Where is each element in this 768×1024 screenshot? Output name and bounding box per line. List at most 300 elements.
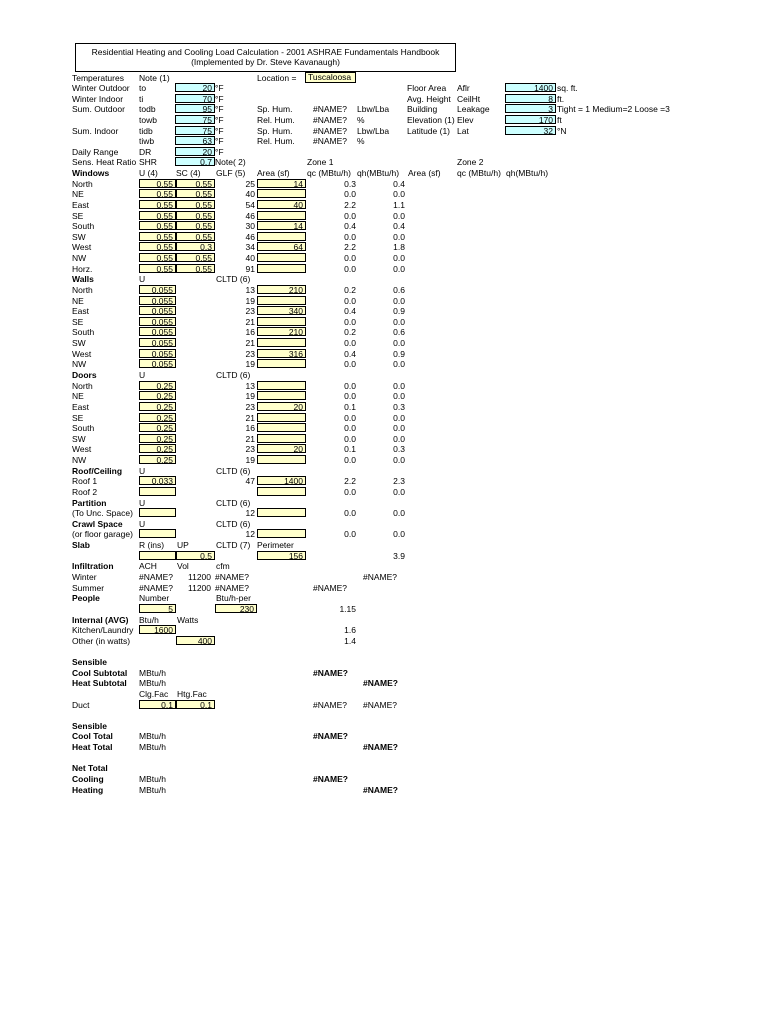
- qh-value: 0.0: [393, 211, 405, 221]
- humidity-value: #NAME?: [313, 115, 348, 125]
- u-input[interactable]: 0.055: [139, 306, 176, 315]
- u-input[interactable]: 0.25: [139, 444, 176, 453]
- cfm-value: #NAME?: [215, 572, 250, 582]
- sc-input[interactable]: 0.55: [176, 211, 215, 220]
- area-input[interactable]: [257, 487, 306, 496]
- row-label: SE: [72, 317, 84, 327]
- qc-value: 0.4: [344, 349, 356, 359]
- qc-value: 0.0: [344, 317, 356, 327]
- qh-value: 0.0: [393, 529, 405, 539]
- up-input[interactable]: 0.5: [176, 551, 215, 560]
- cltd-value: 23: [245, 349, 255, 359]
- qc-value: 0.4: [344, 306, 356, 316]
- building-label: Building: [407, 104, 438, 114]
- u-input[interactable]: 0.25: [139, 413, 176, 422]
- qh-value: 0.6: [393, 285, 405, 295]
- area-input[interactable]: [257, 455, 306, 464]
- qc-value: 0.3: [344, 179, 356, 189]
- walls-title: Walls: [72, 274, 94, 284]
- u-input[interactable]: 0.055: [139, 296, 176, 305]
- temp-input[interactable]: 20: [175, 83, 215, 92]
- qh-value: 0.6: [393, 327, 405, 337]
- zone2-label: Zone 2: [457, 157, 484, 167]
- slab-title: Slab: [72, 540, 90, 550]
- u-input[interactable]: 0.55: [139, 179, 176, 188]
- qc-value: 0.0: [344, 264, 356, 274]
- cltd-value: 16: [245, 423, 255, 433]
- qc-value: #NAME?: [313, 583, 348, 593]
- col-header: R (ins): [139, 540, 165, 550]
- qh-value: #NAME?: [363, 572, 398, 582]
- cltd-value: 21: [245, 413, 255, 423]
- note1-label: Note (1): [139, 73, 170, 83]
- zone1-label: Zone 1: [307, 157, 334, 167]
- u-input[interactable]: 0.25: [139, 455, 176, 464]
- row-label: NE: [72, 391, 84, 401]
- row-label: South: [72, 327, 95, 337]
- row-label: Kitchen/Laundry: [72, 625, 134, 635]
- qc-value: 0.2: [344, 327, 356, 337]
- col-header: CLTD (7): [216, 540, 251, 550]
- temp-unit: °F: [215, 104, 224, 114]
- qc-value: 0.4: [344, 221, 356, 231]
- qc-value: #NAME?: [313, 731, 348, 741]
- qc-value: 0.0: [344, 487, 356, 497]
- temp-input[interactable]: 75: [175, 126, 215, 135]
- qc-value: 0.0: [344, 529, 356, 539]
- row-label: Heat Subtotal: [72, 678, 127, 688]
- u-input[interactable]: 0.25: [139, 423, 176, 432]
- temp-symbol: DR: [139, 147, 152, 157]
- kitchen-input[interactable]: 1600: [139, 625, 176, 634]
- building-input[interactable]: 1400: [505, 83, 556, 92]
- col-header: Htg.Fac: [177, 689, 207, 699]
- qc-value: 1.15: [339, 604, 356, 614]
- roof-title: Roof/Ceiling: [72, 466, 123, 476]
- area-input[interactable]: [257, 381, 306, 390]
- u-input[interactable]: 0.55: [139, 242, 176, 251]
- row-label: Duct: [72, 700, 90, 710]
- temperatures-label: Temperatures: [72, 73, 124, 83]
- cltd-value: 19: [245, 296, 255, 306]
- area-input[interactable]: [257, 423, 306, 432]
- temp-input[interactable]: 63: [175, 136, 215, 145]
- sc-input[interactable]: 0.55: [176, 264, 215, 273]
- u-input[interactable]: 0.55: [139, 200, 176, 209]
- qc-value: 0.1: [344, 402, 356, 412]
- building-symbol: Elev: [457, 115, 474, 125]
- building-unit: ft.: [557, 94, 565, 104]
- u-input[interactable]: 0.25: [139, 381, 176, 390]
- title-box: [75, 43, 456, 72]
- u-input[interactable]: 0.55: [139, 264, 176, 273]
- qh-value: 1.1: [393, 200, 405, 210]
- cltd-value: 21: [245, 434, 255, 444]
- area-input[interactable]: [257, 338, 306, 347]
- humidity-unit: Lbw/Lba: [357, 104, 390, 114]
- temp-unit: °F: [215, 126, 224, 136]
- cltd-value: 21: [245, 317, 255, 327]
- area-input[interactable]: 210: [257, 285, 306, 294]
- row-label: East: [72, 402, 90, 412]
- col-header: CLTD (6): [216, 466, 251, 476]
- qc-value: #NAME?: [313, 774, 348, 784]
- cltd-value: 21: [245, 338, 255, 348]
- humidity-label: Rel. Hum.: [257, 136, 295, 146]
- row-label: NE: [72, 296, 84, 306]
- col-header: Perimeter: [257, 540, 294, 550]
- cltd-value: 13: [245, 285, 255, 295]
- unit-label: MBtu/h: [139, 678, 166, 688]
- title-line-2: (Implemented by Dr. Steve Kavanaugh): [191, 57, 340, 67]
- u-input[interactable]: 0.055: [139, 359, 176, 368]
- area-input[interactable]: 64: [257, 242, 306, 251]
- qc-value: 2.2: [344, 476, 356, 486]
- cltd-value: 13: [245, 381, 255, 391]
- building-input[interactable]: 170: [505, 115, 556, 124]
- qh-value: #NAME?: [363, 785, 398, 795]
- row-label: West: [72, 444, 92, 454]
- sc-input[interactable]: 0.55: [176, 179, 215, 188]
- qh-value: 0.0: [393, 413, 405, 423]
- temp-label: Sens. Heat Ratio: [72, 157, 137, 167]
- qc-value: #NAME?: [313, 668, 348, 678]
- u-input[interactable]: 0.55: [139, 253, 176, 262]
- building-symbol: Lat: [457, 126, 469, 136]
- cltd-value: 23: [245, 402, 255, 412]
- qc-value: 0.1: [344, 444, 356, 454]
- area-input[interactable]: [257, 434, 306, 443]
- area-input[interactable]: 210: [257, 327, 306, 336]
- cfm-value: #NAME?: [215, 583, 250, 593]
- area-input[interactable]: [257, 189, 306, 198]
- col-header: UP: [177, 540, 189, 550]
- area-input[interactable]: 14: [257, 179, 306, 188]
- temp-unit: °F: [215, 83, 224, 93]
- row-label: SW: [72, 232, 86, 242]
- row-label: West: [72, 242, 92, 252]
- qh-value: 0.9: [393, 306, 405, 316]
- temp-label: Winter Outdoor: [72, 83, 130, 93]
- qh-value: 0.0: [393, 189, 405, 199]
- row-label: South: [72, 221, 95, 231]
- r-input[interactable]: [139, 551, 176, 560]
- qh-value: 0.0: [393, 455, 405, 465]
- row-label: NW: [72, 455, 87, 465]
- col-header: Btu/h-per: [216, 593, 251, 603]
- sc-input[interactable]: 0.55: [176, 221, 215, 230]
- col-header: Area (sf): [257, 168, 290, 178]
- qh-value: 2.3: [393, 476, 405, 486]
- area-input[interactable]: [257, 391, 306, 400]
- area-input[interactable]: [257, 413, 306, 422]
- sc-input[interactable]: 0.3: [176, 242, 215, 251]
- area-input[interactable]: 20: [257, 402, 306, 411]
- title-line-1: Residential Heating and Cooling Load Calculation - 2001 ASHRAE Fundamentals Handbook: [91, 47, 440, 57]
- row-label: Winter: [72, 572, 97, 582]
- col-header: U: [139, 466, 146, 476]
- col-header: U: [139, 498, 146, 508]
- glf-value: 25: [245, 179, 255, 189]
- cltd-value: [215, 487, 255, 497]
- area-input[interactable]: 316: [257, 349, 306, 358]
- windows-title: Windows: [72, 168, 110, 178]
- row-label: (To Unc. Space): [72, 508, 133, 518]
- cltd-value: 12: [245, 508, 255, 518]
- qc-value: 0.0: [344, 211, 356, 221]
- temp-input[interactable]: 0.7: [175, 157, 215, 166]
- location-input[interactable]: Tuscaloosa: [305, 72, 356, 83]
- unit-label: MBtu/h: [139, 774, 166, 784]
- duct-clg-input[interactable]: 0.1: [139, 700, 176, 709]
- people-count-input[interactable]: 5: [139, 604, 176, 613]
- temp-label: Daily Range: [72, 147, 119, 157]
- qh-value: 0.0: [393, 381, 405, 391]
- qh-value: 0.4: [393, 179, 405, 189]
- area-input[interactable]: [257, 296, 306, 305]
- row-label: Heat Total: [72, 742, 113, 752]
- qc-value: 2.2: [344, 200, 356, 210]
- qc-value: 0.0: [344, 338, 356, 348]
- qc-value: 0.2: [344, 285, 356, 295]
- temp-input[interactable]: 95: [175, 104, 215, 113]
- duct-htg-input[interactable]: 0.1: [176, 700, 215, 709]
- internal-title: Internal (AVG): [72, 615, 129, 625]
- ach-value: #NAME?: [139, 583, 174, 593]
- qc-value: 0.0: [344, 296, 356, 306]
- u-input[interactable]: 0.55: [139, 189, 176, 198]
- u-input[interactable]: 0.55: [139, 221, 176, 230]
- vol-value: 11200: [188, 583, 212, 593]
- building-input[interactable]: 3: [505, 104, 556, 113]
- glf-value: 30: [245, 221, 255, 231]
- qh-value: 0.0: [393, 391, 405, 401]
- humidity-label: Sp. Hum.: [257, 104, 293, 114]
- qh-value: 0.0: [393, 508, 405, 518]
- row-label: Roof 2: [72, 487, 98, 497]
- row-label: Other (in watts): [72, 636, 131, 646]
- area-input[interactable]: [257, 253, 306, 262]
- area-input[interactable]: [257, 211, 306, 220]
- row-label: South: [72, 423, 95, 433]
- glf-value: 40: [245, 253, 255, 263]
- u-input[interactable]: 0.25: [139, 434, 176, 443]
- u-input[interactable]: 0.055: [139, 327, 176, 336]
- location-label: Location =: [257, 73, 297, 83]
- u-input[interactable]: [139, 508, 176, 517]
- sc-input[interactable]: 0.55: [176, 232, 215, 241]
- area-input[interactable]: [257, 317, 306, 326]
- col-header: U: [139, 370, 146, 380]
- qh-value: 3.9: [393, 551, 405, 561]
- qc-value: 0.0: [344, 381, 356, 391]
- temp-unit: °F: [215, 115, 224, 125]
- glf-value: 54: [245, 200, 255, 210]
- temp-symbol: to: [139, 83, 147, 93]
- qh-value: 0.0: [393, 264, 405, 274]
- building-symbol: CeilHt: [457, 94, 481, 104]
- perimeter-input[interactable]: 156: [257, 551, 306, 560]
- cltd-value: 19: [245, 359, 255, 369]
- u-input[interactable]: [139, 487, 176, 496]
- vol-value: 11200: [188, 572, 212, 582]
- area-input[interactable]: 40: [257, 200, 306, 209]
- temp-input[interactable]: 75: [175, 115, 215, 124]
- glf-value: 34: [245, 242, 255, 252]
- cltd-value: 19: [245, 455, 255, 465]
- qh-value: #NAME?: [363, 742, 398, 752]
- building-symbol: Leakage: [457, 104, 490, 114]
- temp-input[interactable]: 20: [175, 147, 215, 156]
- qc-value: 0.0: [344, 359, 356, 369]
- qc-value: 0.0: [344, 413, 356, 423]
- ach-value: #NAME?: [139, 572, 174, 582]
- col-header: Watts: [177, 615, 199, 625]
- area-input[interactable]: [257, 264, 306, 273]
- qc-value: 0.0: [344, 423, 356, 433]
- col-header: CLTD (6): [216, 519, 251, 529]
- u-input[interactable]: [139, 529, 176, 538]
- row-label: SW: [72, 434, 86, 444]
- people-title: People: [72, 593, 100, 603]
- qh-value: 0.0: [393, 296, 405, 306]
- qh-value: 0.0: [393, 253, 405, 263]
- humidity-label: Sp. Hum.: [257, 126, 293, 136]
- col-header: Btu/h: [139, 615, 159, 625]
- qc-value: 0.0: [344, 253, 356, 263]
- qh-value: 0.3: [393, 402, 405, 412]
- qh-value: 0.0: [393, 487, 405, 497]
- u-input[interactable]: 0.055: [139, 285, 176, 294]
- u-input[interactable]: 0.033: [139, 476, 176, 485]
- people-rate-input[interactable]: 230: [215, 604, 257, 613]
- temp-unit: °F: [215, 136, 224, 146]
- u-input[interactable]: 0.055: [139, 338, 176, 347]
- qh-value: 0.0: [393, 359, 405, 369]
- row-label: (or floor garage): [72, 529, 133, 539]
- temp-symbol: todb: [139, 104, 156, 114]
- qc-value: 1.6: [344, 625, 356, 635]
- building-label: Floor Area: [407, 83, 447, 93]
- cltd-value: 23: [245, 444, 255, 454]
- u-input[interactable]: 0.25: [139, 402, 176, 411]
- col-header: ACH: [139, 561, 157, 571]
- other-input[interactable]: 400: [176, 636, 215, 645]
- sc-input[interactable]: 0.55: [176, 200, 215, 209]
- glf-value: 46: [245, 211, 255, 221]
- cltd-value: 12: [245, 529, 255, 539]
- area-input[interactable]: [257, 529, 306, 538]
- area-input[interactable]: [257, 359, 306, 368]
- temp-symbol: tiwb: [139, 136, 155, 146]
- row-label: North: [72, 285, 93, 295]
- area-input[interactable]: 14: [257, 221, 306, 230]
- row-label: Horz.: [72, 264, 93, 274]
- row-label: Roof 1: [72, 476, 98, 486]
- temp-symbol: towb: [139, 115, 157, 125]
- col-header: Vol: [177, 561, 189, 571]
- col-header: U: [139, 274, 146, 284]
- qc-value: 0.0: [344, 455, 356, 465]
- area-input[interactable]: 1400: [257, 476, 306, 485]
- humidity-label: Rel. Hum.: [257, 115, 295, 125]
- col-header: qc (MBtu/h): [307, 168, 351, 178]
- row-label: NW: [72, 359, 87, 369]
- row-label: Cooling: [72, 774, 104, 784]
- qh-value: #NAME?: [363, 700, 398, 710]
- cltd-value: 19: [245, 391, 255, 401]
- col-header: Area (sf): [408, 168, 441, 178]
- u-input[interactable]: 0.55: [139, 211, 176, 220]
- col-header: qh(MBtu/h): [506, 168, 549, 178]
- building-unit: °N: [557, 126, 567, 136]
- u-input[interactable]: 0.55: [139, 232, 176, 241]
- sensible-title: Sensible: [72, 721, 107, 731]
- humidity-value: #NAME?: [313, 104, 348, 114]
- row-label: NE: [72, 189, 84, 199]
- row-label: Summer: [72, 583, 105, 593]
- col-header: Clg.Fac: [139, 689, 169, 699]
- net-title: Net Total: [72, 763, 108, 773]
- qc-value: 0.0: [344, 508, 356, 518]
- humidity-value: #NAME?: [313, 126, 348, 136]
- u-input[interactable]: 0.055: [139, 317, 176, 326]
- building-input[interactable]: 8: [505, 94, 556, 103]
- row-label: SE: [72, 413, 84, 423]
- building-input[interactable]: 32: [505, 126, 556, 135]
- sc-input[interactable]: 0.55: [176, 189, 215, 198]
- col-header: qh(MBtu/h): [357, 168, 400, 178]
- temp-unit: °F: [215, 94, 224, 104]
- u-input[interactable]: 0.25: [139, 391, 176, 400]
- building-label: Avg. Height: [407, 94, 451, 104]
- crawl-title: Crawl Space: [72, 519, 123, 529]
- qc-value: 1.4: [344, 636, 356, 646]
- area-input[interactable]: 340: [257, 306, 306, 315]
- doors-title: Doors: [72, 370, 97, 380]
- qh-value: 1.8: [393, 242, 405, 252]
- qc-value: 0.0: [344, 434, 356, 444]
- building-label: Latitude (1): [407, 126, 450, 136]
- qh-value: 0.0: [393, 232, 405, 242]
- qh-value: 0.4: [393, 221, 405, 231]
- temp-input[interactable]: 70: [175, 94, 215, 103]
- u-input[interactable]: 0.055: [139, 349, 176, 358]
- qh-value: #NAME?: [363, 678, 398, 688]
- temp-label: Sum. Outdoor: [72, 104, 125, 114]
- col-header: Number: [139, 593, 170, 603]
- col-header: GLF (5): [216, 168, 246, 178]
- qh-value: 0.0: [393, 423, 405, 433]
- building-unit: ft: [557, 115, 562, 125]
- glf-value: 46: [245, 232, 255, 242]
- area-input[interactable]: [257, 232, 306, 241]
- unit-label: MBtu/h: [139, 668, 166, 678]
- building-unit: sq. ft.: [557, 83, 578, 93]
- row-label: Heating: [72, 785, 104, 795]
- qc-value: 0.0: [344, 189, 356, 199]
- humidity-unit: %: [357, 115, 365, 125]
- col-header: CLTD (6): [216, 274, 251, 284]
- temp-unit: °F: [215, 147, 224, 157]
- temp-symbol: tidb: [139, 126, 153, 136]
- building-unit: Tight = 1 Medium=2 Loose =3: [557, 104, 670, 114]
- sc-input[interactable]: 0.55: [176, 253, 215, 262]
- area-input[interactable]: [257, 508, 306, 517]
- cltd-value: 47: [245, 476, 255, 486]
- area-input[interactable]: 20: [257, 444, 306, 453]
- humidity-value: #NAME?: [313, 136, 348, 146]
